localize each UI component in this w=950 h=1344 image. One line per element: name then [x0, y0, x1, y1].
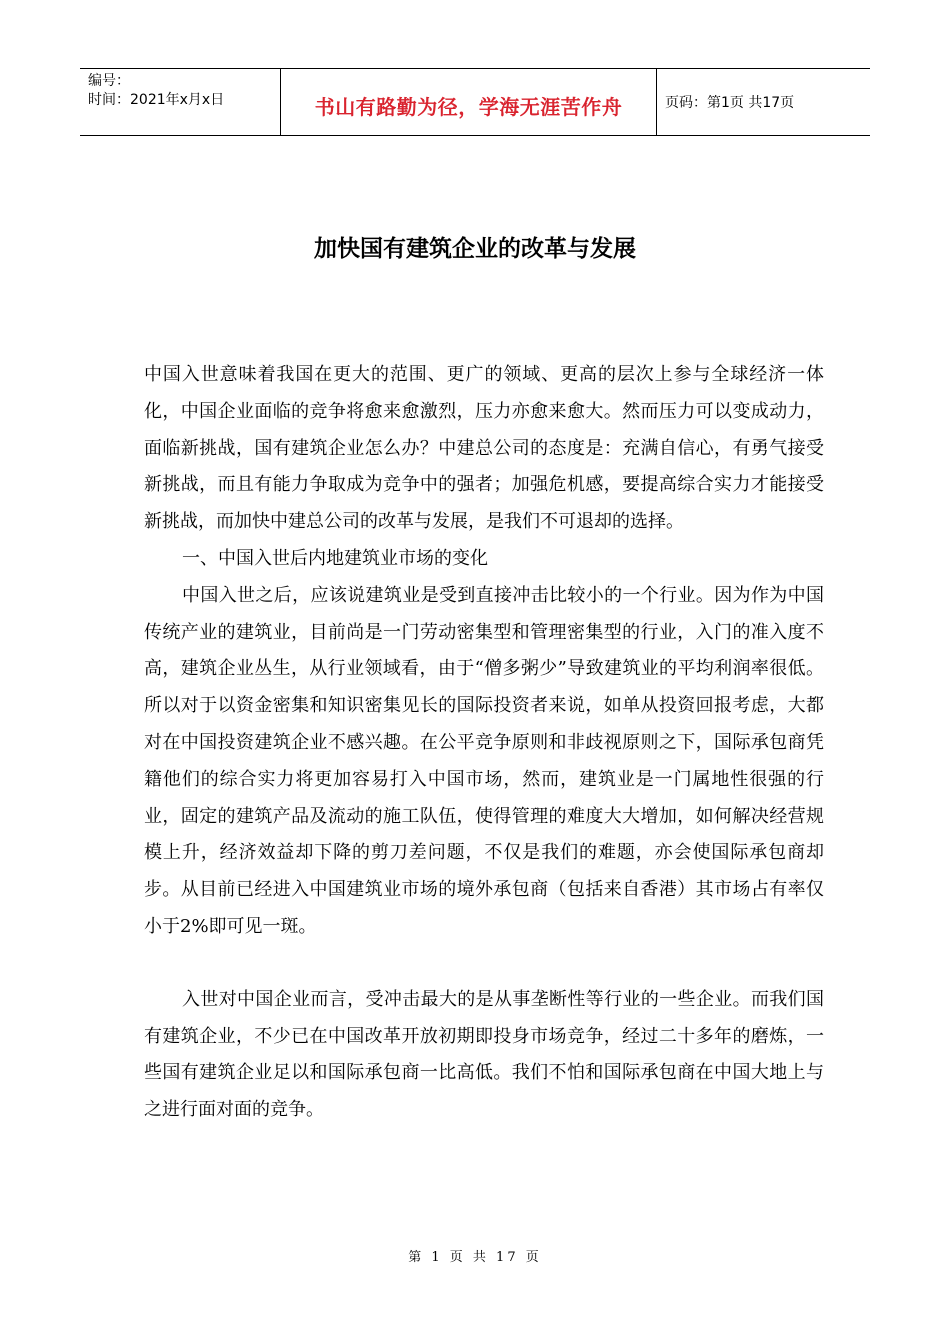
header-meta-cell — [80, 69, 281, 135]
page-label: 页码：第1页 共17页 — [665, 95, 795, 111]
section-heading: 一、中国入世后内地建筑业市场的变化 — [182, 547, 488, 569]
document-body — [144, 357, 824, 1129]
document-title: 加快国有建筑企业的改革与发展 — [314, 236, 636, 262]
body-paragraph: 入世对中国企业而言，受冲击最大的是从事垄断性等行业的一些企业。而我们国有建筑企业，不少已在中国改革开放初期即投身市场竞争，经过二十多年的磨炼，一些国有建筑企业足以和国际承包商一比高低。我们不怕和国际承包商在中国大地上与之进行面对面的竞争。 — [144, 988, 824, 1121]
motto-text: 书山有路勤为径，学海无涯苦作舟 — [314, 94, 623, 119]
body-paragraph: 中国入世意味着我国在更大的范围、更广的领域、更高的层次上参与全球经济一体化，中国企业面临的竞争将愈来愈激烈，压力亦愈来愈大。然而压力可以变成动力，面临新挑战，国有建筑企业怎么办？中建总公司的态度是：充满自信心，有勇气接受新挑战，而且有能力争取成为竞争中的强者；加强危机感，要提高综合实力才能接受新挑战，而加快中建总公司的改革与发展，是我们不可退却的选择。 — [144, 364, 824, 533]
header-motto-cell — [281, 69, 657, 135]
number-label: 编号： — [88, 73, 130, 89]
header-page-cell — [657, 69, 870, 135]
page-footer: 第 1 页 共 17 页 — [408, 1250, 542, 1265]
document-header — [80, 68, 870, 136]
body-paragraph: 中国入世之后，应该说建筑业是受到直接冲击比较小的一个行业。因为作为中国传统产业的建筑业，目前尚是一门劳动密集型和管理密集型的行业，入门的准入度不高，建筑企业丛生，从行业领域看，由于“僧多粥少”导致建筑业的平均利润率很低。所以对于以资金密集和知识密集见长的国际投资者来说，如单从投资回报考虑，大都对在中国投资建筑企业不感兴趣。在公平竞争原则和非歧视原则之下，国际承包商凭籍他们的综合实力将更加容易打入中国市场，然而，建筑业是一门属地性很强的行业，固定的建筑产品及流动的施工队伍，使得管理的难度大大增加，如何解决经营规模上升，经济效益却下降的剪刀差问题，不仅是我们的难题，亦会使国际承包商却步。从目前已经进入中国建筑业市场的境外承包商（包括来自香港）其市场占有率仅小于2%即可见一斑。 — [144, 584, 824, 937]
time-label: 时间：2021年x月x日 — [88, 92, 225, 108]
